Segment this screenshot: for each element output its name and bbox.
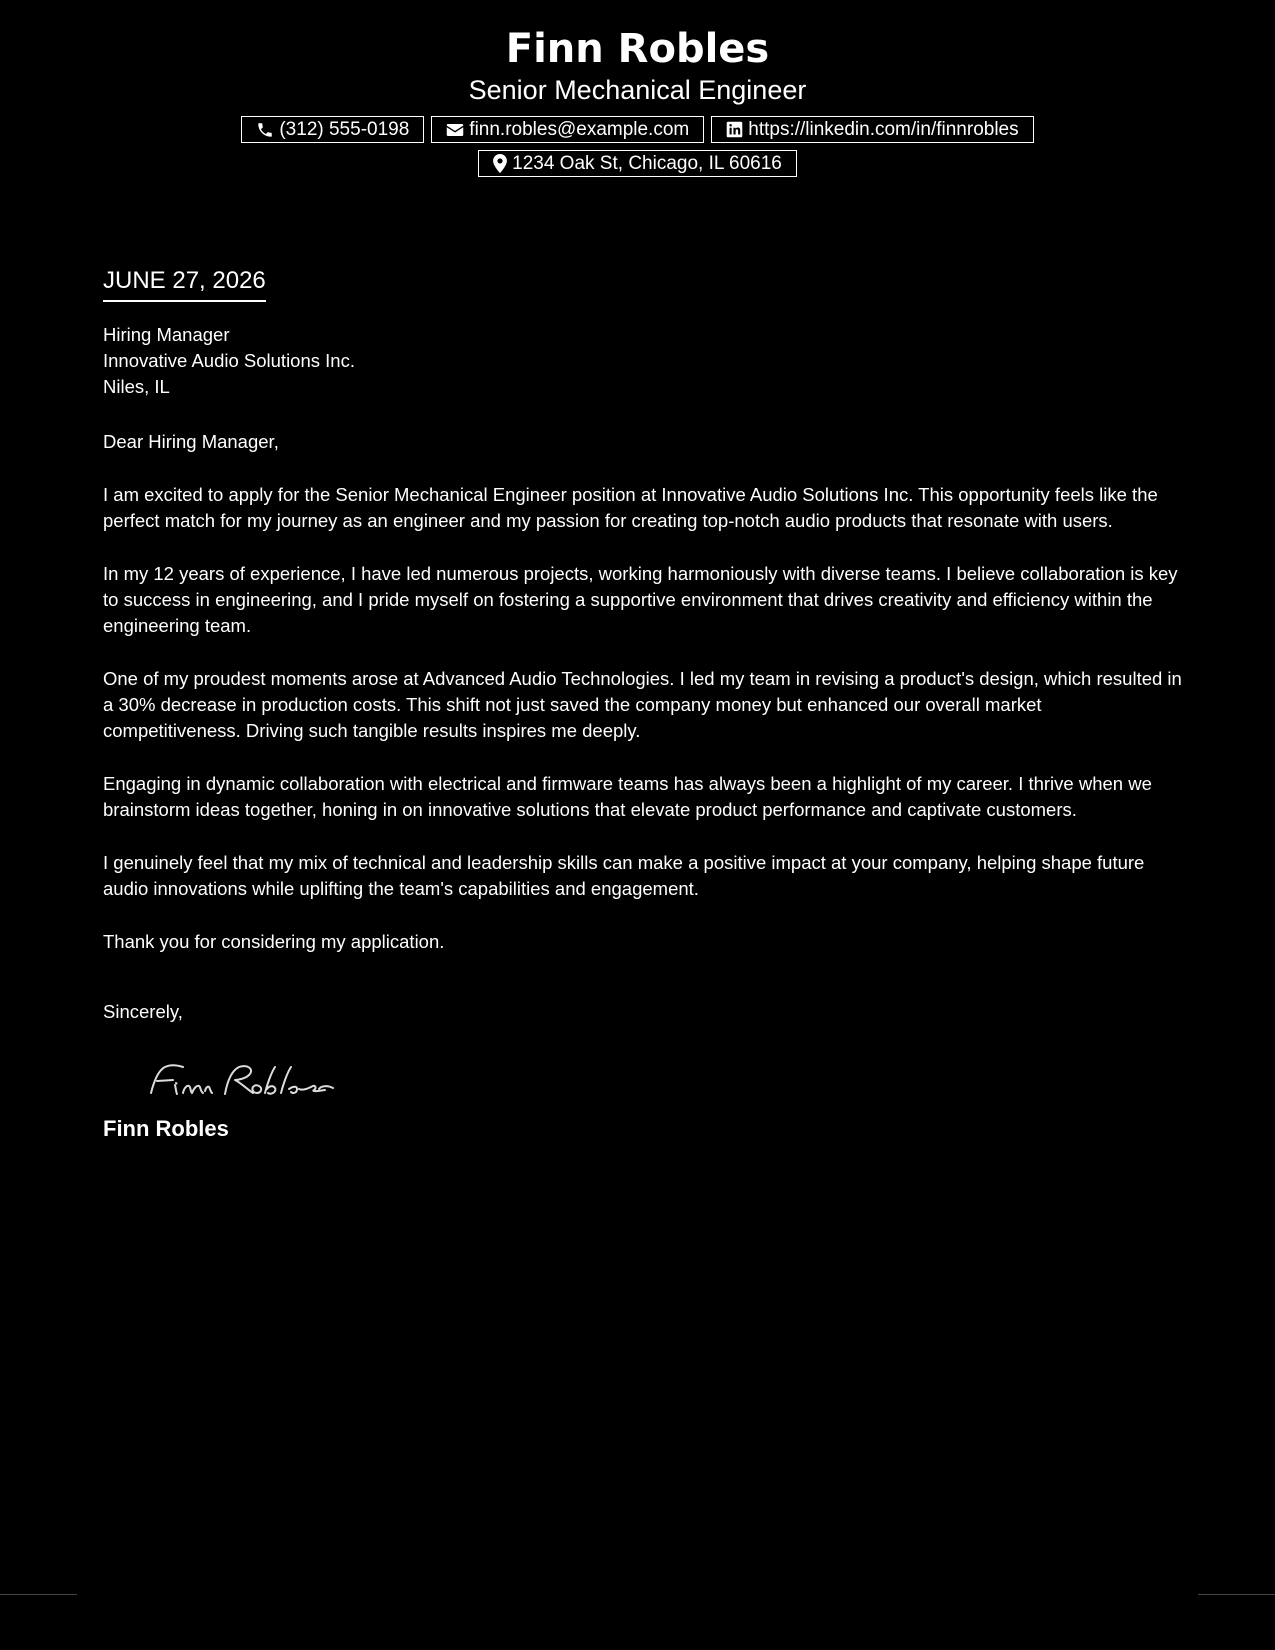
envelope-icon bbox=[446, 122, 464, 138]
contact-row-secondary bbox=[0, 150, 1275, 177]
phone-text: (312) 555-0198 bbox=[279, 118, 410, 140]
footer-divider-left bbox=[0, 1594, 77, 1595]
body-paragraph: I genuinely feel that my mix of technical and leadership skills can make a positive impact at your company, helping shape future audio innovations while uplifting the team's capabilities and engagement. bbox=[103, 852, 1145, 899]
letter-date: JUNE 27, 2026 bbox=[103, 266, 266, 302]
applicant-name: Finn Robles bbox=[505, 26, 770, 72]
email-chip[interactable] bbox=[431, 116, 704, 143]
thanks-line: Thank you for considering my application. bbox=[103, 931, 445, 952]
recipient-company: Innovative Audio Solutions Inc. bbox=[103, 350, 355, 371]
footer-divider-right bbox=[1198, 1594, 1275, 1595]
recipient-name: Hiring Manager bbox=[103, 324, 230, 345]
letter-header bbox=[0, 24, 1275, 177]
address-text: 1234 Oak St, Chicago, IL 60616 bbox=[512, 152, 782, 174]
body-paragraph: One of my proudest moments arose at Advanced Audio Technologies. I led my team in revising a product's design, which resulted in a 30% decrease in production costs. This shift not just saved the company money but enhanced our overall market competitiveness. Driving such tangible results inspires me deeply. bbox=[103, 668, 1182, 741]
letter-body bbox=[103, 266, 1183, 1143]
handwritten-signature bbox=[143, 1055, 1183, 1105]
body-paragraph: Engaging in dynamic collaboration with electrical and firmware teams has always been a highlight of my career. I thrive when we brainstorm ideas together, honing in on innovative solutions that elevate product performance and captivate customers. bbox=[103, 773, 1152, 820]
linkedin-icon bbox=[726, 121, 743, 138]
contact-row-primary bbox=[0, 116, 1275, 143]
linkedin-chip[interactable] bbox=[711, 116, 1033, 143]
applicant-title: Senior Mechanical Engineer bbox=[468, 75, 807, 105]
email-text: finn.robles@example.com bbox=[469, 118, 690, 140]
phone-icon bbox=[256, 121, 274, 139]
recipient-block bbox=[103, 322, 1183, 400]
body-paragraph: In my 12 years of experience, I have led numerous projects, working harmoniously with diverse teams. I believe collaboration is key to success in engineering, and I pride myself on fostering a supportive environment that drives creativity and efficiency within the engineering team. bbox=[103, 563, 1178, 636]
linkedin-text: https://linkedin.com/in/finnrobles bbox=[748, 118, 1019, 140]
recipient-location: Niles, IL bbox=[103, 376, 170, 397]
greeting: Dear Hiring Manager, bbox=[103, 431, 279, 452]
phone-chip[interactable] bbox=[241, 116, 424, 143]
closing-line: Sincerely, bbox=[103, 1001, 183, 1022]
signer-name: Finn Robles bbox=[103, 1116, 229, 1141]
address-chip[interactable] bbox=[478, 150, 797, 177]
body-paragraph: I am excited to apply for the Senior Mechanical Engineer position at Innovative Audio Solutions Inc. This opportunity feels like the perfect match for my journey as an engineer and my passion for creating top-notch audio products that resonate with users. bbox=[103, 484, 1158, 531]
map-pin-icon bbox=[493, 154, 507, 173]
